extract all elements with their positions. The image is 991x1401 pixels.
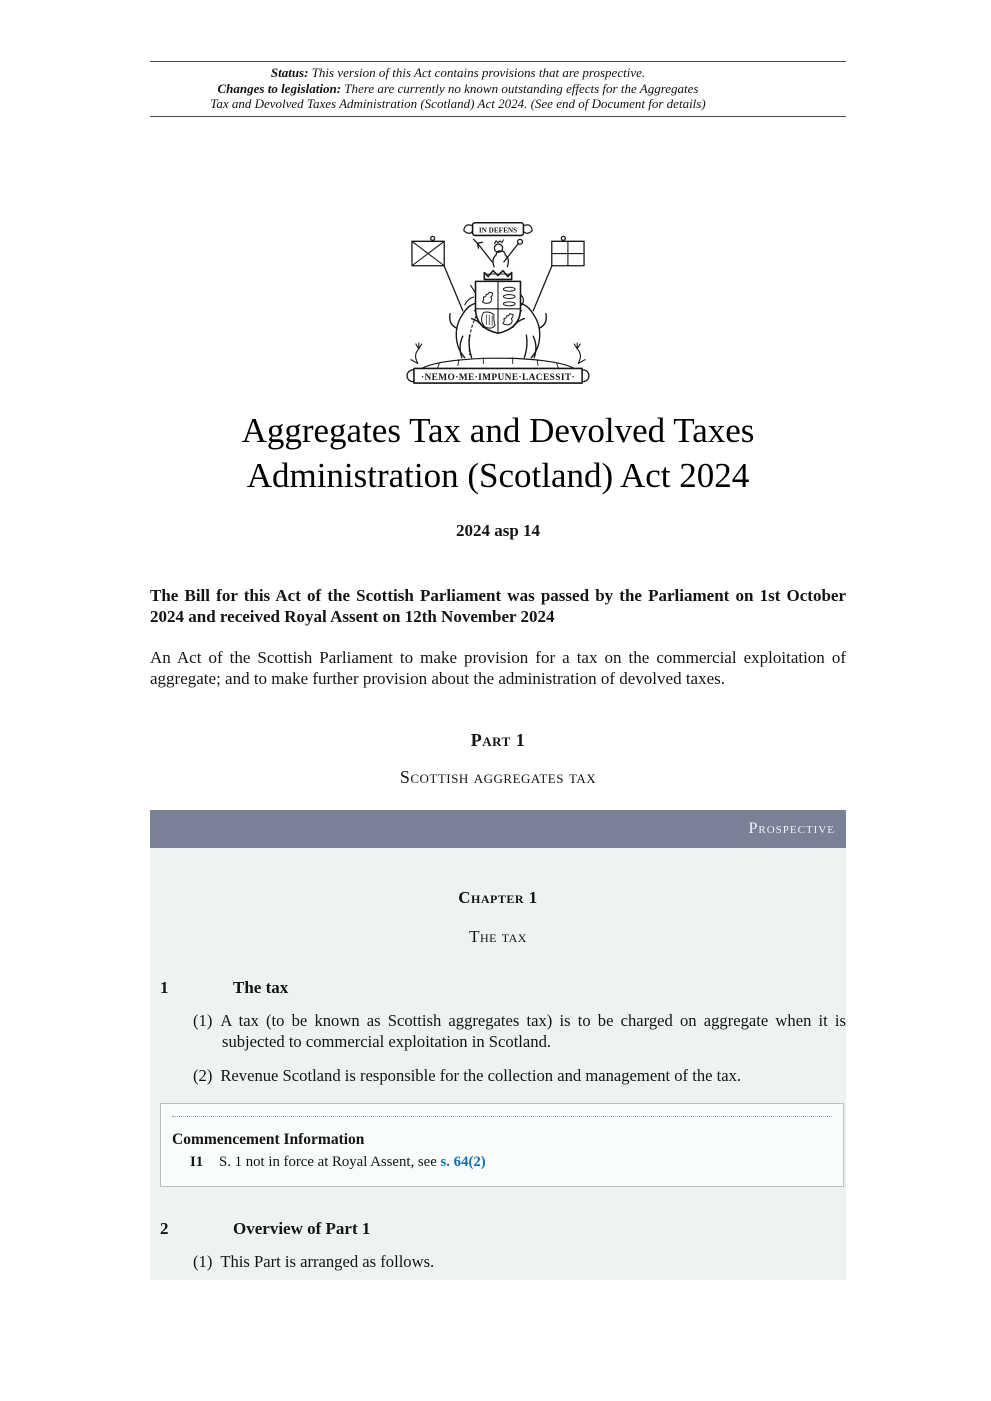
passage-statement: The Bill for this Act of the Scottish Parliament was passed by the Parliament on 1st October 2024 and received Royal Assent on 12th November 2024 [150, 585, 846, 627]
status-box [150, 61, 846, 117]
section-number: 2 [160, 1219, 169, 1239]
thistle-left [411, 343, 422, 364]
st-george-flag [533, 236, 584, 310]
part-subheading: Scottish aggregates tax [399, 766, 597, 787]
chapter-heading: Chapter 1 [458, 887, 538, 907]
crest-lion [474, 239, 523, 266]
commencement-note [172, 1153, 832, 1172]
compartment-ground [422, 357, 575, 368]
coat-of-arms-image [400, 211, 596, 387]
status-label: Status: [270, 65, 309, 80]
royal-coat-of-arms [150, 211, 846, 392]
subsection-number: (1) [193, 1252, 213, 1272]
asp-number: 2024 asp 14 [455, 520, 541, 540]
saltire-flag [412, 236, 463, 310]
dotted-divider [172, 1116, 832, 1117]
note-text: S. 1 not in force at Royal Assent, see [219, 1154, 441, 1171]
act-title-line-1: Aggregates Tax and Devolved Taxes [241, 410, 755, 450]
changes-label: Changes to legislation: [217, 80, 342, 96]
part-heading: Part 1 [470, 729, 526, 750]
section-title: Overview of Part 1 [233, 1219, 371, 1239]
chapter-subheading: The tax [469, 926, 527, 946]
section-number: 1 [160, 977, 169, 997]
subsection-number: (2) [193, 1065, 213, 1085]
subsection-text: Revenue Scotland is responsible for the collection and management of the tax. [220, 1065, 742, 1085]
section-title: The tax [233, 977, 289, 997]
commencement-information-box [160, 1103, 844, 1187]
subsection-number: (1) [193, 1010, 213, 1030]
act-title [150, 408, 846, 498]
long-title: An Act of the Scottish Parliament to make provision for a tax on the commercial exploitation of aggregate; and to make further provision about the administration of devolved taxes. [150, 647, 846, 689]
commencement-title: Commencement Information [172, 1131, 365, 1149]
prospective-banner: Prospective [150, 810, 846, 848]
crown [484, 270, 511, 279]
subsection-1-2 [150, 1065, 846, 1087]
subsection-1-1 [150, 1010, 846, 1053]
thistle-right [574, 343, 585, 364]
royal-shield [476, 281, 521, 333]
bottom-motto-text: ·NEMO·ME·IMPUNE·LACESSIT· [420, 372, 576, 383]
section-64-2-link[interactable]: s. 64(2) [440, 1154, 486, 1171]
act-title-line-2: Administration (Scotland) Act 2024 [246, 455, 750, 495]
subsection-text: This Part is arranged as follows. [220, 1252, 435, 1272]
status-line-1: Status: This version of this Act contains provisions that are prospective. [270, 65, 646, 80]
status-line-3: Tax and Devolved Taxes Administration (Scotland) Act 2024. (See end of Document for details) [210, 96, 706, 111]
top-motto-text: IN DEFENS [478, 226, 518, 235]
subsection-2-1 [150, 1251, 846, 1273]
section-2-heading [150, 1218, 846, 1239]
note-reference: I1 [190, 1154, 204, 1171]
subsection-text: A tax (to be known as Scottish aggregates tax) is to be charged on aggregate when it is subjected to commercial exploitation in Scotland. [220, 1010, 846, 1052]
section-1-heading [150, 977, 846, 998]
status-line-2: Changes to legislation: There are currently no known outstanding effects for the Aggregates [217, 80, 699, 96]
prospective-section-body [150, 848, 846, 1280]
